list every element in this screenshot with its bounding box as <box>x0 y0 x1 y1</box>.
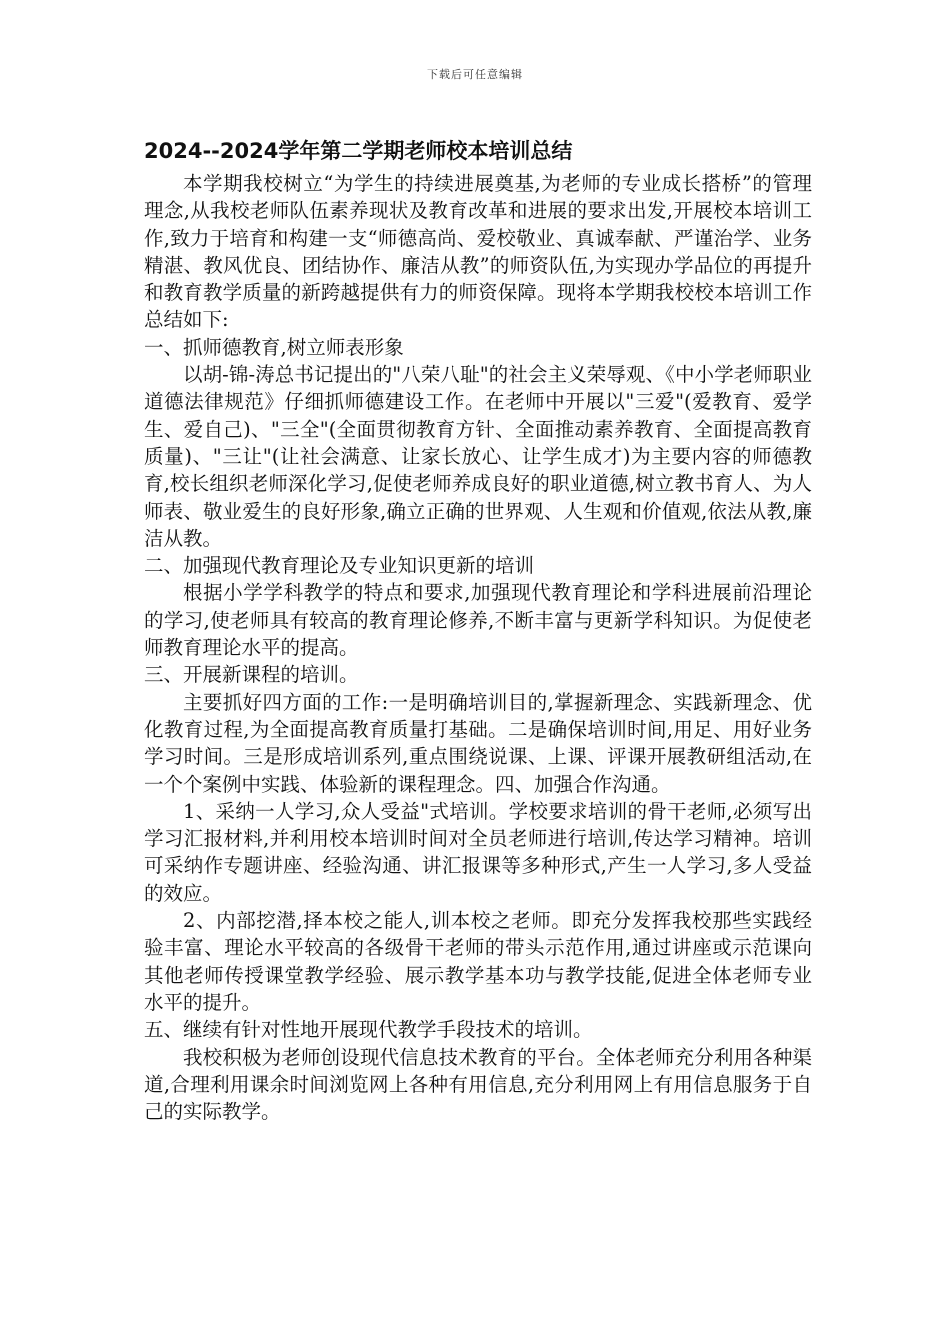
body-paragraph: 本学期我校树立“为学生的持续进展奠基,为老师的专业成长搭桥”的管理理念,从我校老师队伍素养现状及教育改革和进展的要求出发,开展校本培训工作,致力于培育和构建一支“师德高尚、爱校敬业、真诚奉献、严谨治学、业务精湛、教风优良、团结协作、廉洁从教”的师资队伍,为实现办学品位的再提升和教育教学质量的新跨越提供有力的师资保障。现将本学期我校校本培训工作总结如下: <box>144 172 812 332</box>
body-paragraph: 1、采纳一人学习,众人受益"式培训。学校要求培训的骨干老师,必须写出学习汇报材料,并利用校本培训时间对全员老师进行培训,传达学习精神。培训可采纳作专题讲座、经验沟通、讲汇报课等多种形式,产生一人学习,多人受益的效应。 <box>144 799 812 905</box>
body-paragraph: 主要抓好四方面的工作:一是明确培训目的,掌握新理念、实践新理念、优化教育过程,为全面提高教育质量打基础。二是确保培训时间,用足、用好业务学习时间。三是形成培训系列,重点围绕说课、上课、评课开展教研组活动,在一个个案例中实践、体验新的课程理念。四、加强合作沟通。 <box>144 690 812 796</box>
body-paragraph: 2、内部挖潜,择本校之能人,训本校之老师。即充分发挥我校那些实践经验丰富、理论水平较高的各级骨干老师的带头示范作用,通过讲座或示范课向其他老师传授课堂教学经验、展示教学基本功与教学技能,促进全体老师专业水平的提升。 <box>144 909 812 1014</box>
body-paragraph: 以胡-锦-涛总书记提出的"八荣八耻"的社会主义荣辱观、《中小学老师职业道德法律规范》仔细抓师德建设工作。在老师中开展以"三爱"(爱教育、爱学生、爱自己)、"三全"(全面贯彻教育方针、全面推动素养教育、全面提高教育质量)、"三让"(让社会满意、让家长放心、让学生成才)为主要内容的师德教育,校长组织老师深化学习,促使老师养成良好的职业道德,树立教书育人、为人师表、敬业爱生的良好形象,确立正确的世界观、人生观和价值观,依法从教,廉洁从教。 <box>144 363 812 550</box>
body-paragraph: 我校积极为老师创设现代信息技术教育的平台。全体老师充分利用各种渠道,合理利用课余时间浏览网上各种有用信息,充分利用网上有用信息服务于自己的实际教学。 <box>144 1045 812 1124</box>
document-title: 2024--2024学年第二学期老师校本培训总结 <box>144 139 573 163</box>
document-blocks <box>144 170 812 1125</box>
document-body <box>144 136 812 1125</box>
section-heading: 五、继续有针对性地开展现代教学手段技术的培训。 <box>144 1018 593 1042</box>
section-heading: 一、抓师德教育,树立师表形象 <box>144 335 404 359</box>
section-heading: 三、开展新课程的培训。 <box>144 663 359 687</box>
page-header-note: 下载后可任意编辑 <box>427 68 523 81</box>
body-paragraph: 根据小学学科教学的特点和要求,加强现代教育理论和学科进展前沿理论的学习,使老师具有较高的教育理论修养,不断丰富与更新学科知识。为促使老师教育理论水平的提高。 <box>144 581 812 660</box>
section-heading: 二、加强现代教育理论及专业知识更新的培训 <box>144 554 535 578</box>
